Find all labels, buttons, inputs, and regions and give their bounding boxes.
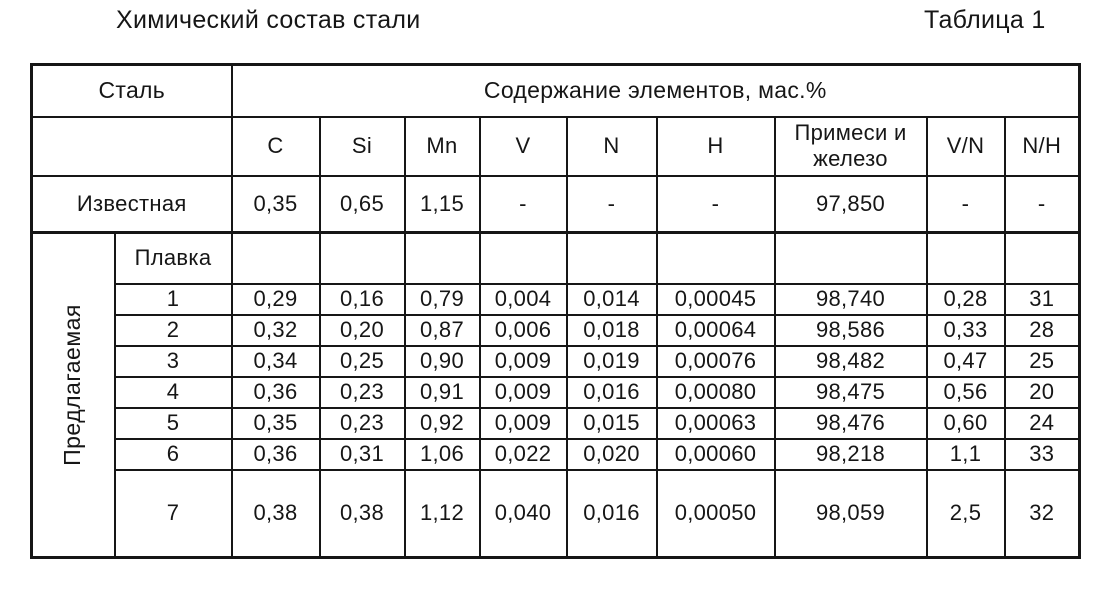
data-cell: 0,90 [405, 346, 480, 377]
data-cell: 0,38 [320, 470, 405, 558]
melt-row-2 [32, 315, 1080, 346]
data-cell: 0,32 [232, 315, 320, 346]
data-cell: 98,218 [775, 439, 927, 470]
data-cell: 0,25 [320, 346, 405, 377]
header-row-2 [32, 117, 1080, 176]
known-steel-row [32, 176, 1080, 233]
data-cell: 0,36 [232, 439, 320, 470]
data-cell: 98,059 [775, 470, 927, 558]
data-cell: - [927, 176, 1005, 233]
data-cell: - [1005, 176, 1080, 233]
data-cell: 0,00063 [657, 408, 775, 439]
data-cell: 98,482 [775, 346, 927, 377]
data-cell: 0,91 [405, 377, 480, 408]
data-cell: 98,586 [775, 315, 927, 346]
data-cell: 20 [1005, 377, 1080, 408]
data-cell: 0,79 [405, 284, 480, 315]
known-steel-label: Известная [32, 176, 232, 233]
data-cell: 0,00080 [657, 377, 775, 408]
empty-cell [1005, 233, 1080, 284]
data-cell: 0,92 [405, 408, 480, 439]
melt-number: 3 [115, 346, 232, 377]
melt-number: 4 [115, 377, 232, 408]
data-cell: - [480, 176, 567, 233]
data-cell: 98,740 [775, 284, 927, 315]
data-cell: 0,60 [927, 408, 1005, 439]
data-cell: - [657, 176, 775, 233]
data-cell: 0,040 [480, 470, 567, 558]
data-cell: 97,850 [775, 176, 927, 233]
col-header-vn: V/N [927, 117, 1005, 176]
data-cell: 28 [1005, 315, 1080, 346]
data-cell: 0,009 [480, 377, 567, 408]
data-cell: 0,56 [927, 377, 1005, 408]
data-cell: 1,06 [405, 439, 480, 470]
data-cell: 0,35 [232, 408, 320, 439]
empty-cell [320, 233, 405, 284]
data-cell: 0,009 [480, 408, 567, 439]
data-cell: 0,016 [567, 470, 657, 558]
data-cell: 0,004 [480, 284, 567, 315]
col-header-h: H [657, 117, 775, 176]
melt-number: 5 [115, 408, 232, 439]
data-cell: 1,12 [405, 470, 480, 558]
data-cell: 98,476 [775, 408, 927, 439]
data-cell: 0,29 [232, 284, 320, 315]
data-cell: 0,015 [567, 408, 657, 439]
empty-cell [232, 233, 320, 284]
data-cell: 2,5 [927, 470, 1005, 558]
data-cell: 0,65 [320, 176, 405, 233]
data-cell: 0,009 [480, 346, 567, 377]
data-cell: 0,38 [232, 470, 320, 558]
melt-header-cell: Плавка [115, 233, 232, 284]
data-cell: 0,33 [927, 315, 1005, 346]
proposed-steel-label-cell [32, 233, 115, 558]
col-header-n: N [567, 117, 657, 176]
data-cell: 0,47 [927, 346, 1005, 377]
data-cell: 0,020 [567, 439, 657, 470]
data-cell: 0,28 [927, 284, 1005, 315]
data-cell: 0,16 [320, 284, 405, 315]
melt-number: 2 [115, 315, 232, 346]
data-cell: 0,23 [320, 377, 405, 408]
col-header-nh: N/H [1005, 117, 1080, 176]
data-cell: 1,15 [405, 176, 480, 233]
melt-row-7 [32, 470, 1080, 558]
col-header-v: V [480, 117, 567, 176]
empty-cell [567, 233, 657, 284]
melt-row-6 [32, 439, 1080, 470]
data-cell: 0,31 [320, 439, 405, 470]
data-cell: 31 [1005, 284, 1080, 315]
data-cell: 0,018 [567, 315, 657, 346]
empty-cell [405, 233, 480, 284]
data-cell: 0,20 [320, 315, 405, 346]
data-cell: 0,006 [480, 315, 567, 346]
melt-row-4 [32, 377, 1080, 408]
data-cell: 0,34 [232, 346, 320, 377]
data-cell: 1,1 [927, 439, 1005, 470]
data-cell: 0,87 [405, 315, 480, 346]
data-cell: 25 [1005, 346, 1080, 377]
data-cell: 0,00060 [657, 439, 775, 470]
data-cell: 0,022 [480, 439, 567, 470]
data-cell: 24 [1005, 408, 1080, 439]
data-cell: 0,35 [232, 176, 320, 233]
proposed-steel-label: Предлагаемая [59, 304, 86, 467]
empty-header-cell [32, 117, 232, 176]
data-cell: 0,00064 [657, 315, 775, 346]
melt-header-row [32, 233, 1080, 284]
content-header-cell: Содержание элементов, мас.% [232, 65, 1080, 117]
melt-number: 6 [115, 439, 232, 470]
chemical-composition-table [30, 63, 1081, 559]
data-cell: 0,019 [567, 346, 657, 377]
col-header-mn: Mn [405, 117, 480, 176]
data-cell: 0,23 [320, 408, 405, 439]
data-cell: 0,014 [567, 284, 657, 315]
data-cell: 0,016 [567, 377, 657, 408]
col-header-c: C [232, 117, 320, 176]
empty-cell [927, 233, 1005, 284]
header-row-1 [32, 65, 1080, 117]
data-cell: 0,36 [232, 377, 320, 408]
steel-header-cell: Сталь [32, 65, 232, 117]
data-cell: 0,00045 [657, 284, 775, 315]
document-title: Химический состав стали [116, 6, 421, 34]
data-cell: 33 [1005, 439, 1080, 470]
col-header-impurities: Примеси и железо [775, 117, 927, 176]
empty-cell [657, 233, 775, 284]
melt-number: 1 [115, 284, 232, 315]
melt-row-1 [32, 284, 1080, 315]
col-header-si: Si [320, 117, 405, 176]
melt-row-5 [32, 408, 1080, 439]
data-cell: 32 [1005, 470, 1080, 558]
melt-row-3 [32, 346, 1080, 377]
data-cell: 0,00050 [657, 470, 775, 558]
data-cell: - [567, 176, 657, 233]
data-cell: 0,00076 [657, 346, 775, 377]
empty-cell [775, 233, 927, 284]
table-caption: Таблица 1 [924, 6, 1046, 34]
melt-number: 7 [115, 470, 232, 558]
empty-cell [480, 233, 567, 284]
data-cell: 98,475 [775, 377, 927, 408]
